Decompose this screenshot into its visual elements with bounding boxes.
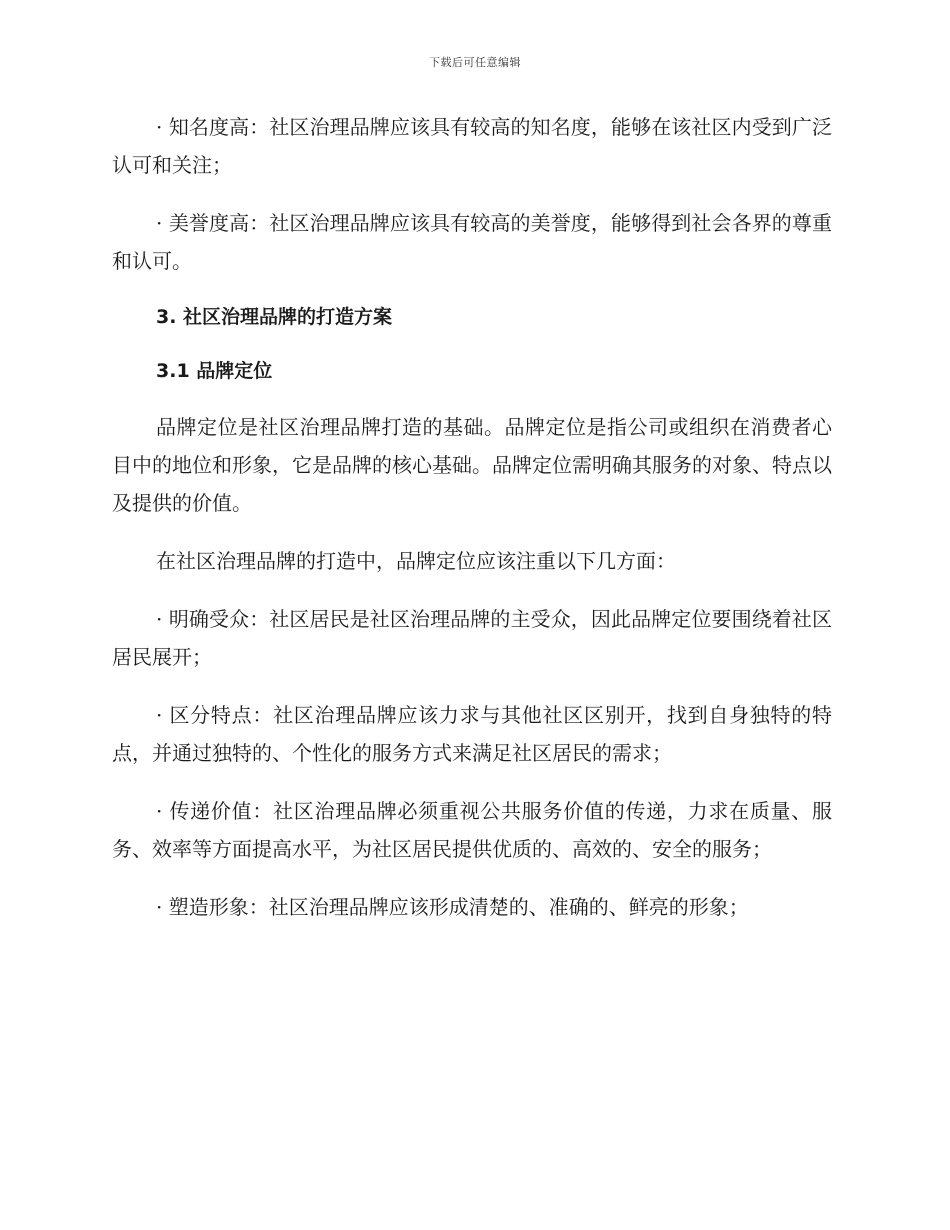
bullet-target-audience: · 明确受众：社区居民是社区治理品牌的主受众，因此品牌定位要围绕着社区居民展开； (112, 607, 832, 669)
page-header-note: 下载后可任意编辑 (429, 56, 521, 69)
section-heading-3: 3. 社区治理品牌的打造方案 (156, 306, 393, 328)
paragraph-positioning-intro: 在社区治理品牌的打造中，品牌定位应该注重以下几方面： (156, 549, 676, 573)
bullet-deliver-value: · 传递价值：社区治理品牌必须重视公共服务价值的传递，力求在质量、服务、效率等方面提高水平，为社区居民提供优质的、高效的、安全的服务； (112, 799, 832, 861)
bullet-shape-image: · 塑造形象：社区治理品牌应该形成清楚的、准确的、鲜亮的形象； (156, 895, 749, 919)
bullet-awareness: · 知名度高：社区治理品牌应该具有较高的知名度，能够在该社区内受到广泛认可和关注； (112, 115, 832, 177)
paragraph-brand-positioning: 品牌定位是社区治理品牌打造的基础。品牌定位是指公司或组织在消费者心目中的地位和形象，它是品牌的核心基础。品牌定位需明确其服务的对象、特点以及提供的价值。 (112, 415, 832, 515)
bullet-reputation: · 美誉度高：社区治理品牌应该具有较高的美誉度，能够得到社会各界的尊重和认可。 (112, 211, 832, 273)
subsection-heading-3-1: 3.1 品牌定位 (156, 360, 273, 382)
document-body (112, 108, 832, 946)
bullet-distinct-features: · 区分特点：社区治理品牌应该力求与其他社区区别开，找到自身独特的特点，并通过独特的、个性化的服务方式来满足社区居民的需求； (112, 703, 832, 765)
